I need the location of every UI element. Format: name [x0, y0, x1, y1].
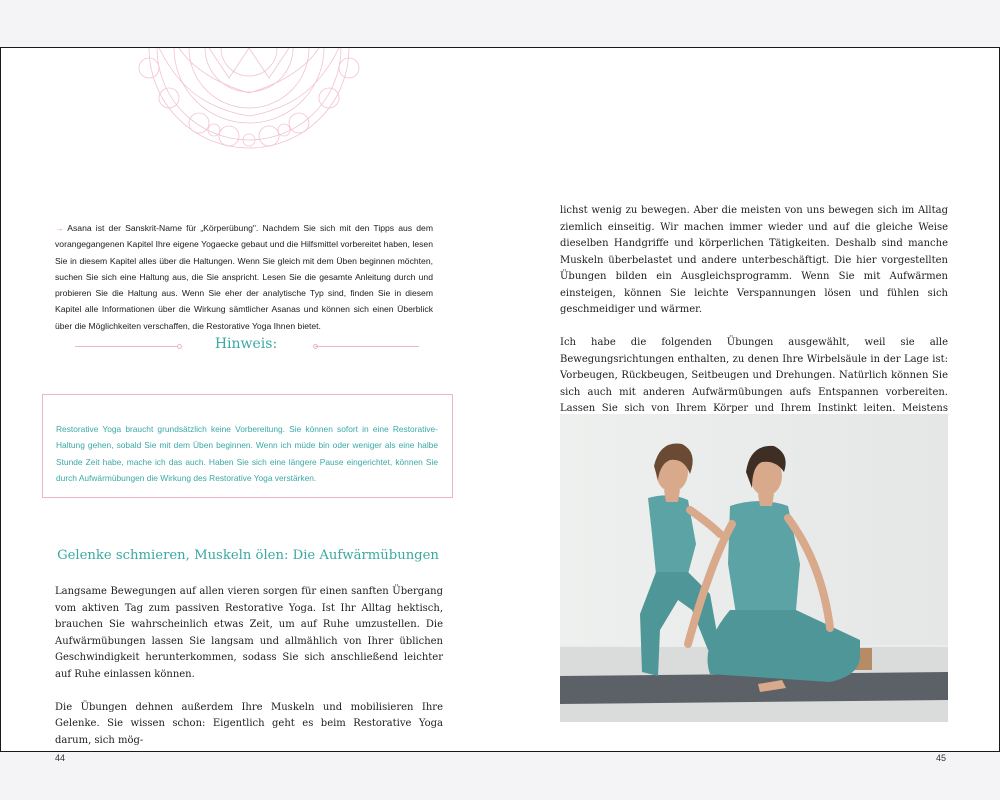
- left-body-text: [55, 584, 443, 766]
- hint-rule-left: [75, 346, 179, 347]
- book-spread: [0, 47, 1000, 763]
- right-paragraph-2: Ich habe die folgenden Übungen ausgewählt, weil sie alle Bewegungsrichtungen enthalten, zu denen Ihre Wirbelsäule in der Lage ist: Vorbeugen, Rückbeugen, Seitbeugen und Drehungen. Natürlich können Sie sich auch mit anderen Aufwärmübungen aufs Entspannen vorbereiten. Lassen Sie sich von Ihrem Körper und Ihrem Instinkt leiten. Meistens: [560, 337, 948, 414]
- page-number-right: 45: [936, 753, 947, 763]
- page-number-left: 44: [55, 753, 66, 763]
- arrow-icon: →: [55, 223, 64, 233]
- hint-text: Restorative Yoga braucht grundsätzlich keine Vorbereitung. Sie können sofort in eine Restorative-Haltung gehen, sobald Sie mit dem Üben beginnen. Wenn ich müde bin oder weniger als eine halbe Stunde Zeit habe, mache ich das auch. Haben Sie sich eine längere Pause eingerichtet, können Sie durch Aufwärmübungen die Wirkung des Restorative Yoga verstärken.: [56, 424, 438, 483]
- hint-title: Hinweis:: [214, 336, 278, 352]
- intro-paragraph: [55, 220, 433, 334]
- right-paragraph-1: lichst wenig zu bewegen. Aber die meisten von uns bewegen sich im Alltag ziemlich einseitig. Wir machen immer wieder und auf die gleiche Weise dieselben Handgriffe und körperlichen Tätigkeiten. Deshalb sind manche Muskeln überbelastet und andere unterbeschäftigt. Die hier vorgestellten Übungen bilden ein Ausgleichsprogramm. Wenn Sie mit Aufwärmen einsteigen, können Sie leichte Verspannungen lösen und fühlen sich geschmeidiger und wärmer.: [560, 205, 948, 315]
- yoga-photo: [560, 414, 948, 722]
- section-heading: Gelenke schmieren, Muskeln ölen: Die Aufwärmübungen: [57, 548, 439, 563]
- left-paragraph-1: Langsame Bewegungen auf allen vieren sorgen für einen sanften Übergang vom aktiven Tag zum passiven Restorative Yoga. Ist Ihr Alltag hektisch, brauchen Sie wahrscheinlich etwas Zeit, um auf Ruhe umzustellen. Die Aufwärmübungen lassen Sie langsam und allmählich von Ihrer üblichen Geschwindigkeit herunterkommen, sodass Sie sich anschließend leichter auf Ruhe einlassen können.: [55, 586, 443, 680]
- intro-text: Asana ist der Sanskrit-Name für „Körperübung". Nachdem Sie sich mit den Tipps aus dem vorangegangenen Kapitel Ihre eigene Yogaecke gebaut und die Hilfsmittel vorbereitet haben, lesen Sie in diesem Kapitel alles über die Haltungen. Wenn Sie gleich mit dem Üben beginnen möchten, suchen Sie sich eine Haltung aus, die Sie anspricht. Lesen Sie die gesamte Anleitung durch und probieren Sie die Haltung aus. Wenn Sie eher der analytische Typ sind, finden Sie in diesem Kapitel alle Informationen über die Wirkung sämtlicher Asanas und können sich einen Überblick über die Möglichkeiten verschaffen, die Restorative Yoga Ihnen bietet.: [55, 223, 433, 331]
- mandala-ornament: [119, 48, 379, 153]
- left-paragraph-2: Die Übungen dehnen außerdem Ihre Muskeln und mobilisieren Ihre Gelenke. Sie wissen schon: Eigentlich geht es beim Restorative Yoga darum, sich mög-: [55, 701, 443, 746]
- hint-dot-left: [177, 344, 182, 349]
- hint-rule-right: [315, 346, 419, 347]
